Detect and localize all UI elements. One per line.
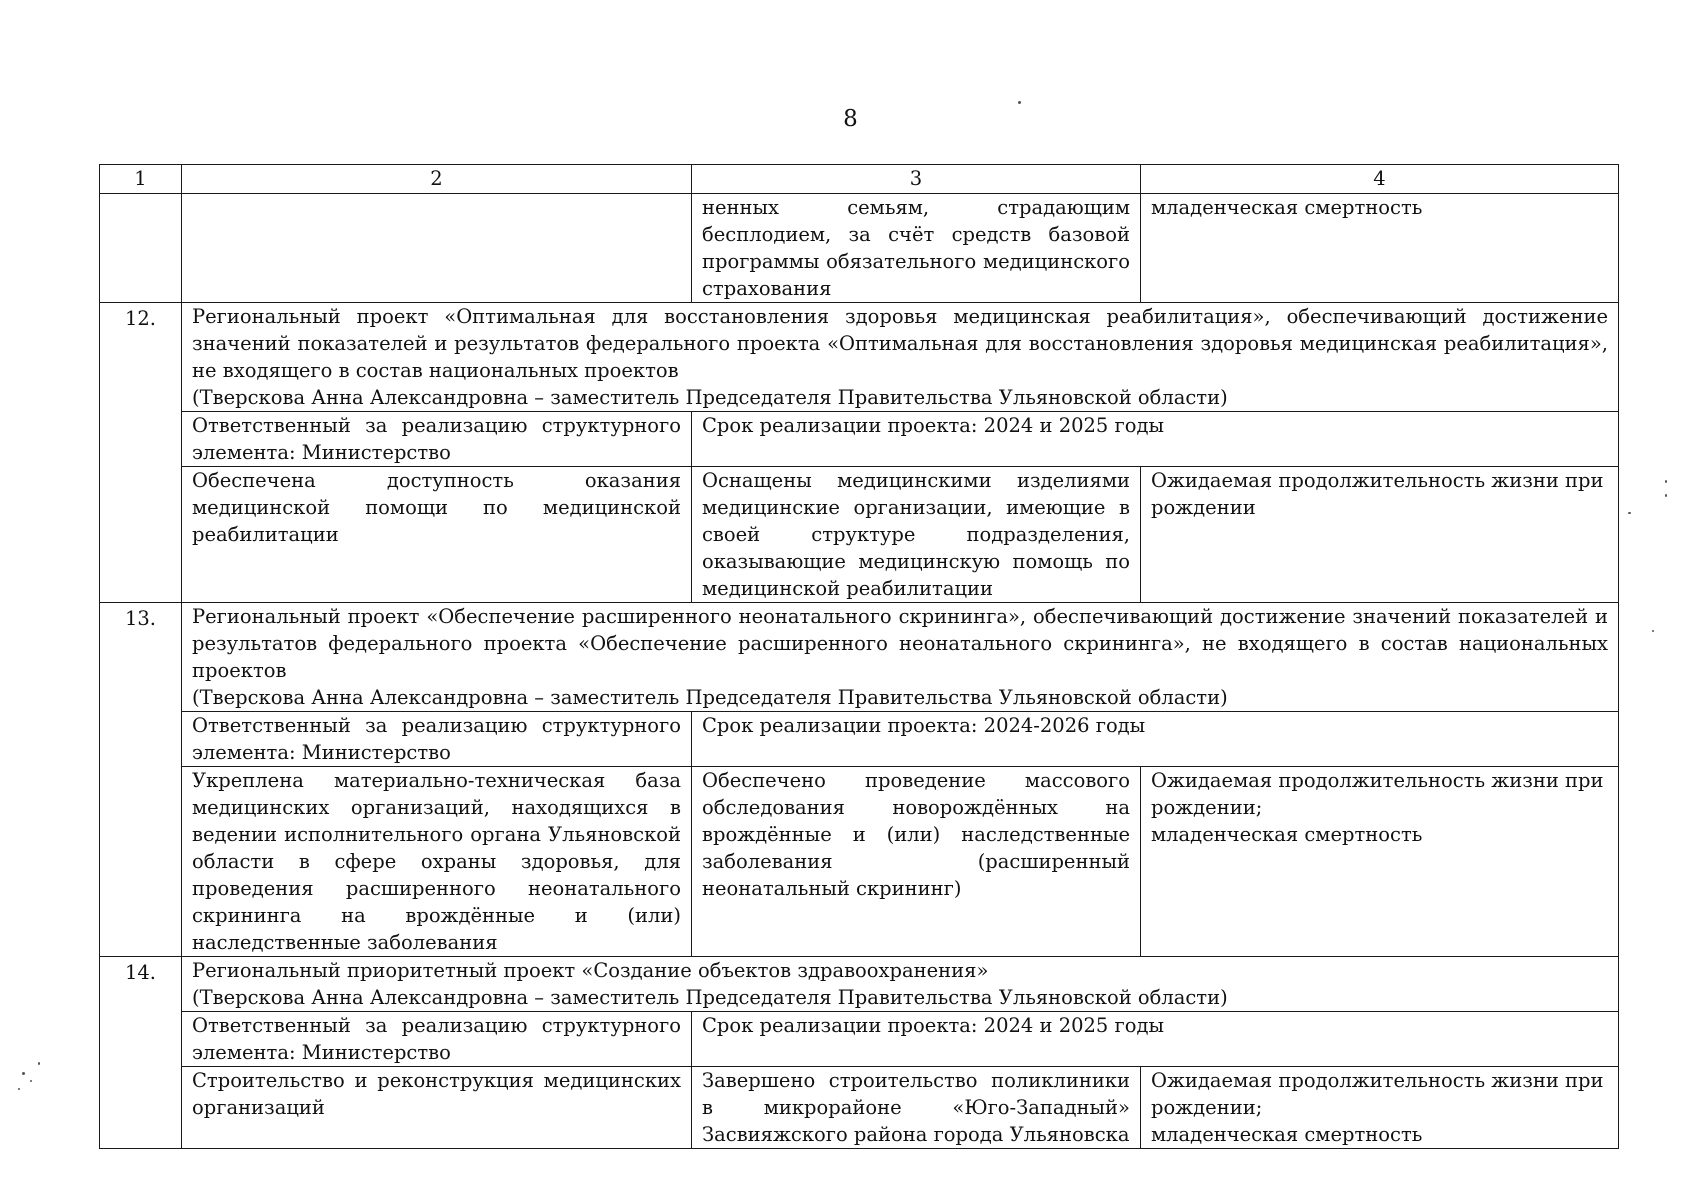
scan-speck <box>1652 630 1654 632</box>
column-header-3: 3 <box>692 165 1141 194</box>
section-12-responsible-row <box>100 412 1619 467</box>
responsible-cell: Ответственный за реализацию структурного элемента: Министерство <box>182 1012 692 1067</box>
column-header-2: 2 <box>182 165 692 194</box>
section-14-title-row <box>100 957 1619 1012</box>
scan-speck <box>1665 480 1667 483</box>
projects-table <box>99 164 1619 1149</box>
section-curator: (Тверскова Анна Александровна – заместитель Председателя Правительства Ульяновской области) <box>192 986 1228 1009</box>
section-number: 12. <box>100 303 182 603</box>
section-title-cell <box>182 957 1619 1012</box>
section-13-title-row <box>100 603 1619 712</box>
continuation-indicator-cell: младенческая смертность <box>1141 194 1619 303</box>
task-cell: Укреплена материально-техническая база медицинских организаций, находящихся в ведении исполнительного органа Ульяновской области в сфере охраны здоровья, для проведения расширенного неонатального скрининга на врождённые и (или) наследственные заболевания <box>182 767 692 957</box>
responsible-cell: Ответственный за реализацию структурного элемента: Министерство <box>182 712 692 767</box>
term-cell: Срок реализации проекта: 2024-2026 годы <box>692 712 1619 767</box>
indicator-line: младенческая смертность <box>1151 1123 1423 1146</box>
scan-speck <box>18 1088 20 1090</box>
scan-speck <box>1665 494 1667 497</box>
section-14-detail-row <box>100 1067 1619 1149</box>
result-cell: Оснащены медицинскими изделиями медицинские организации, имеющие в своей структуре подразделения, оказывающие медицинскую помощь по медицинской реабилитации <box>692 467 1141 603</box>
section-14-responsible-row <box>100 1012 1619 1067</box>
indicator-line: Ожидаемая продолжительность жизни при рождении; <box>1151 1069 1604 1119</box>
task-cell: Строительство и реконструкция медицинских организаций <box>182 1067 692 1149</box>
scan-speck <box>22 1072 25 1075</box>
section-number: 13. <box>100 603 182 957</box>
indicator-cell <box>1141 1067 1619 1149</box>
column-header-4: 4 <box>1141 165 1619 194</box>
section-title: Региональный приоритетный проект «Создание объектов здравоохранения» <box>192 959 989 982</box>
section-number: 14. <box>100 957 182 1149</box>
scan-speck <box>30 1080 32 1082</box>
continuation-row <box>100 194 1619 303</box>
section-title: Региональный проект «Обеспечение расширенного неонатального скрининга», обеспечивающий достижение значений показателей и результатов федерального проекта «Обеспечение расширенного неонатального скрининга», не входящего в состав национальных проектов <box>192 605 1608 682</box>
term-cell: Срок реализации проекта: 2024 и 2025 годы <box>692 1012 1619 1067</box>
table-header-row <box>100 165 1619 194</box>
section-13-detail-row <box>100 767 1619 957</box>
section-title: Региональный проект «Оптимальная для восстановления здоровья медицинская реабилитация», обеспечивающий достижение значений показателей и результатов федерального проекта «Оптимальная для восстановления здоровья медицинская реабилитация», не входящего в состав национальных проектов <box>192 305 1608 382</box>
continuation-num-cell <box>100 194 182 303</box>
section-13-responsible-row <box>100 712 1619 767</box>
indicator-cell: Ожидаемая продолжительность жизни при рождении <box>1141 467 1619 603</box>
scan-speck <box>1628 512 1631 514</box>
section-title-cell <box>182 603 1619 712</box>
task-cell: Обеспечена доступность оказания медицинской помощи по медицинской реабилитации <box>182 467 692 603</box>
section-12-title-row <box>100 303 1619 412</box>
scan-speck <box>1018 101 1021 104</box>
section-curator: (Тверскова Анна Александровна – заместитель Председателя Правительства Ульяновской области) <box>192 686 1228 709</box>
continuation-task-cell <box>182 194 692 303</box>
indicator-line: Ожидаемая продолжительность жизни при рождении; <box>1151 769 1604 819</box>
page-number: 8 <box>843 106 858 132</box>
section-curator: (Тверскова Анна Александровна – заместитель Председателя Правительства Ульяновской области) <box>192 386 1228 409</box>
indicator-cell <box>1141 767 1619 957</box>
responsible-cell: Ответственный за реализацию структурного элемента: Министерство <box>182 412 692 467</box>
term-cell: Срок реализации проекта: 2024 и 2025 годы <box>692 412 1619 467</box>
section-title-cell <box>182 303 1619 412</box>
scan-speck <box>38 1062 40 1065</box>
result-cell: Завершено строительство поликлиники в микрорайоне «Юго-Западный» Засвияжского района города Ульяновска <box>692 1067 1141 1149</box>
continuation-result-cell: ненных семьям, страдающим бесплодием, за счёт средств базовой программы обязательного медицинского страхования <box>692 194 1141 303</box>
result-cell: Обеспечено проведение массового обследования новорождённых на врождённые и (или) наследственные заболевания (расширенный неонатальный скрининг) <box>692 767 1141 957</box>
column-header-1: 1 <box>100 165 182 194</box>
section-12-detail-row <box>100 467 1619 603</box>
indicator-line: младенческая смертность <box>1151 823 1423 846</box>
